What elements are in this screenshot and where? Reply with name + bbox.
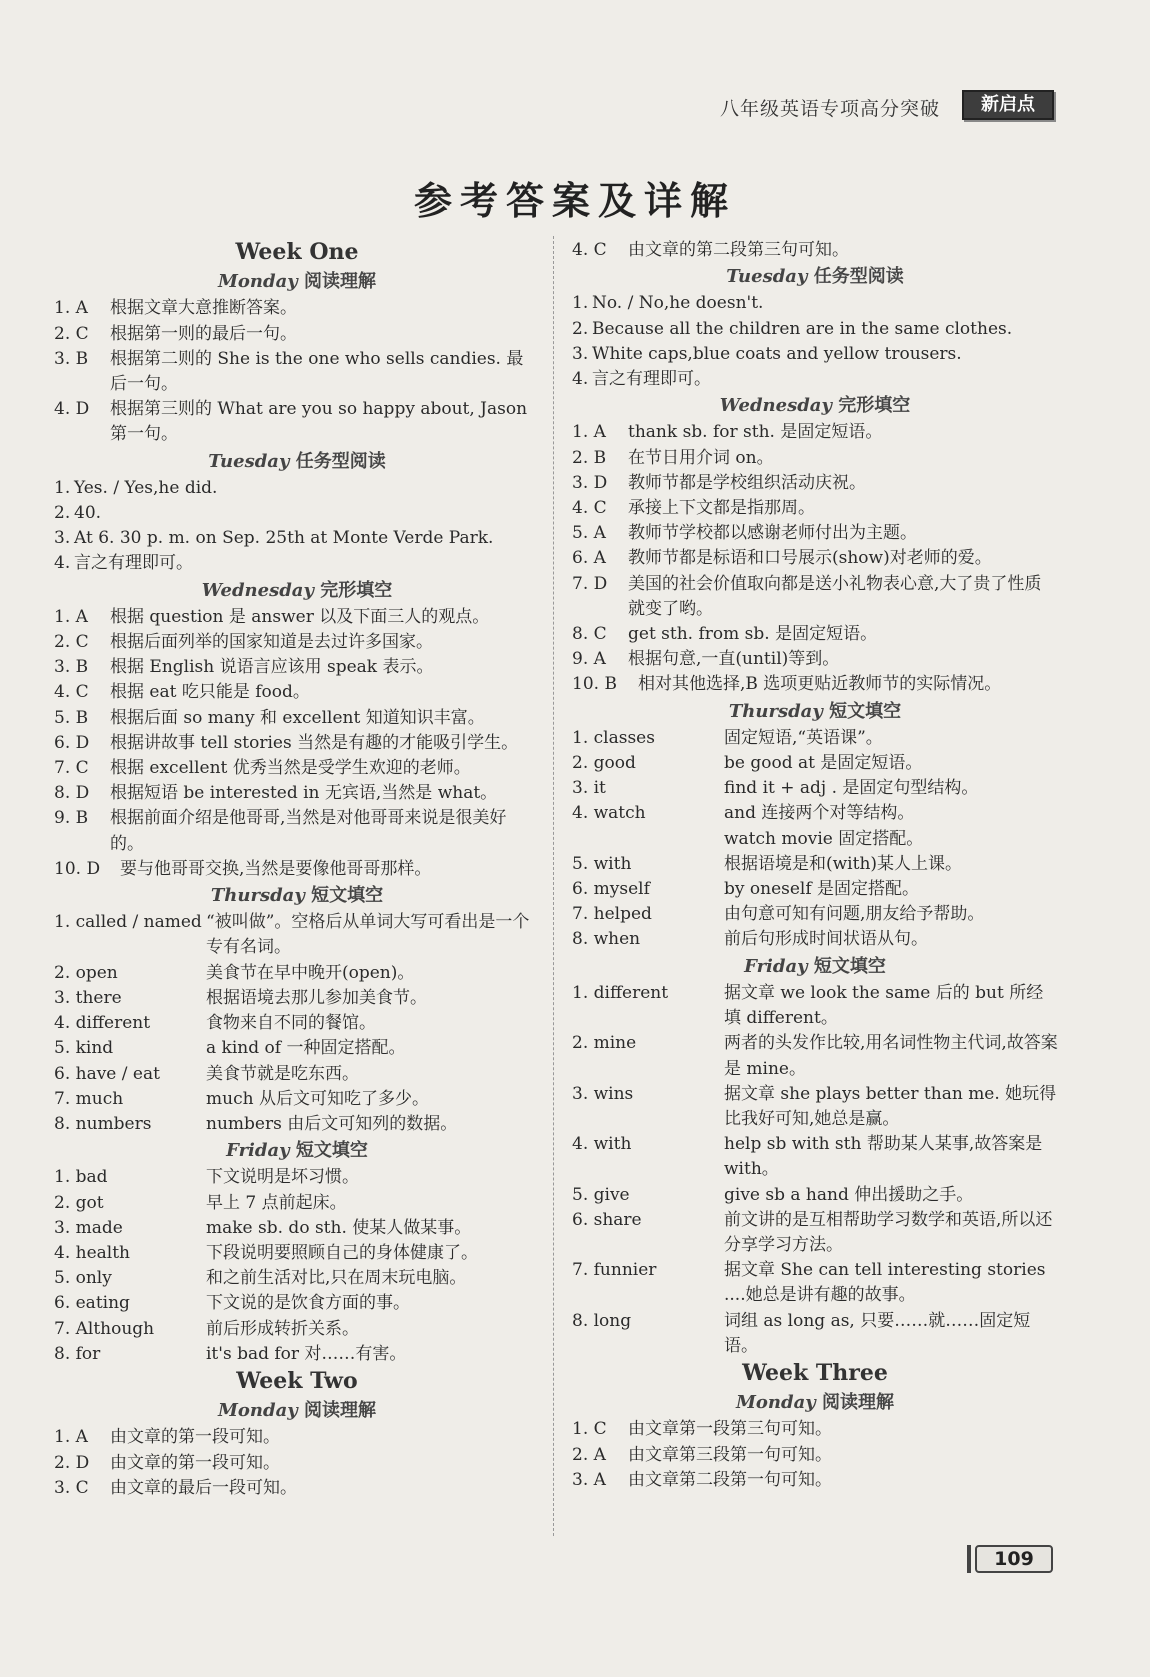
week-three-heading: Week Three (742, 1359, 888, 1386)
answer-item: 1. No. / No,he doesn't. (572, 293, 764, 314)
section-heading: Tuesday 任务型阅读 (208, 450, 386, 472)
book-title: 八年级英语专项高分突破 (719, 98, 940, 120)
answer-item: 8. numbers numbers 由后文可知列的数据。 (54, 1113, 458, 1134)
answer-item: 3. At 6. 30 p. m. on Sep. 25th at Monte Verde Park. (54, 528, 494, 549)
answer-item: 8. D 根据短语 be interested in 无宾语,当然是 what。 (54, 783, 498, 804)
answer-item: 7. C 根据 excellent 优秀当然是受学生欢迎的老师。 (54, 758, 471, 779)
answer-item: 6. myself by oneself 是固定搭配。 (572, 879, 920, 900)
answer-item: 3. B 根据第二则的 She is the one who sells candies. 最后一句。 (54, 348, 524, 395)
right-column (572, 238, 1058, 1493)
answer-item: 6. have / eat 美食节就是吃东西。 (54, 1063, 359, 1084)
answer-item: 4. D 根据第三则的 What are you so happy about, Jason 第一句。 (54, 399, 528, 445)
answer-item: 6. share 前文讲的是互相帮助学习数学和英语,所以还分享学习方法。 (572, 1209, 1053, 1255)
answer-item: 6. eating 下文说的是饮食方面的事。 (54, 1293, 410, 1314)
week-one-heading: Week One (235, 239, 359, 265)
answer-item: 2. 40. (54, 503, 102, 524)
answer-item: 1. called / named “被叫做”。空格后从单词大写可看出是一个专有名词。 (54, 912, 530, 958)
answer-item: 10. D 要与他哥哥交换,当然是要像他哥哥那样。 (54, 858, 432, 879)
answer-item: 1. A 根据 question 是 answer 以及下面三人的观点。 (54, 606, 490, 627)
answer-item: 1. Yes. / Yes,he did. (54, 477, 218, 498)
left-column (54, 238, 540, 1501)
column-divider (553, 236, 554, 1536)
answer-item: 5. with 根据语境是和(with)某人上课。 (572, 853, 963, 874)
section-heading: Thursday 短文填空 (210, 885, 384, 907)
answer-item: 3. A 由文章第二段第一句可知。 (572, 1469, 832, 1490)
answer-item: 4. C 承接上下文都是指那周。 (572, 498, 815, 519)
answer-item: 3. White caps,blue coats and yellow trousers. (572, 343, 962, 364)
answer-item: 7. helped 由句意可知有问题,朋友给予帮助。 (572, 904, 985, 925)
answer-item: 4. health 下段说明要照顾自己的身体健康了。 (54, 1242, 478, 1263)
answer-item: 2. got 早上 7 点前起床。 (54, 1192, 347, 1213)
answer-item: 5. kind a kind of 一种固定搭配。 (54, 1038, 406, 1059)
section-heading: Monday 阅读理解 (217, 1400, 376, 1422)
answer-item: 2. D 由文章的第一段可知。 (54, 1452, 280, 1473)
answer-item: 9. A 根据句意,一直(until)等到。 (572, 649, 840, 670)
answer-item: 1. classes 固定短语,“英语课”。 (572, 727, 883, 748)
answer-item: 2. good be good at 是固定短语。 (572, 753, 923, 774)
answer-item: 7. D 美国的社会价值取向都是送小礼物表心意,大了贵了性质就变了哟。 (572, 573, 1042, 619)
answer-item: 1. A 根据文章大意推断答案。 (54, 298, 297, 319)
answer-item: 10. B 相对其他选择,B 选项更贴近教师节的实际情况。 (572, 674, 1002, 695)
week-two-heading: Week Two (236, 1367, 358, 1394)
answer-item: 3. B 根据 English 说语言应该用 speak 表示。 (54, 657, 434, 678)
answer-item: 4. C 根据 eat 吃只能是 food。 (54, 682, 310, 703)
answer-item: 6. A 教师节都是标语和口号展示(show)对老师的爱。 (572, 548, 992, 569)
answer-item: 5. A 教师节学校都以感谢老师付出为主题。 (572, 523, 917, 544)
answer-item: 6. D 根据讲故事 tell stories 当然是有趣的才能吸引学生。 (54, 732, 519, 753)
answer-item: 2. mine 两者的头发作比较,用名词性物主代词,故答案是 mine。 (572, 1033, 1058, 1079)
section-heading: Friday 短文填空 (744, 955, 886, 977)
answer-item: 2. A 由文章第三段第一句可知。 (572, 1444, 832, 1465)
answer-item: 7. funnier 据文章 She can tell interesting stories ....她总是讲有趣的故事。 (572, 1260, 1046, 1306)
answer-item: 3. C 由文章的最后一段可知。 (54, 1477, 297, 1498)
page-number-bar (967, 1545, 971, 1573)
answer-item: 1. A 由文章的第一段可知。 (54, 1427, 280, 1448)
answer-item: 5. give give sb a hand 伸出援助之手。 (572, 1184, 974, 1205)
answer-item: 8. long 词组 as long as, 只要……就……固定短语。 (572, 1310, 1031, 1356)
answer-item: 4. C 由文章的第二段第三句可知。 (572, 240, 849, 260)
answer-item: 8. when 前后句形成时间状语从句。 (572, 929, 928, 950)
answer-item: 8. C get sth. from sb. 是固定短语。 (572, 624, 878, 645)
answer-item: 3. wins 据文章 she plays better than me. 她玩得比我好可知,她总是赢。 (572, 1083, 1057, 1129)
answer-item: 2. open 美食节在早中晚开(open)。 (54, 962, 415, 983)
answer-item: 3. it find it + adj . 是固定句型结构。 (572, 778, 979, 799)
answer-item: 4. 言之有理即可。 (572, 369, 711, 390)
answer-item: 5. B 根据后面 so many 和 excellent 知道知识丰富。 (54, 707, 485, 728)
page-number: 109 (975, 1545, 1053, 1573)
section-heading: Tuesday 任务型阅读 (726, 266, 904, 288)
section-heading: Monday 阅读理解 (217, 271, 376, 293)
answer-item: 2. Because all the children are in the same clothes. (572, 318, 1013, 339)
answer-item: 4. different 食物来自不同的餐馆。 (54, 1013, 376, 1034)
answer-item: 4. with help sb with sth 帮助某人某事,故答案是 with。 (572, 1134, 1043, 1180)
answer-item: watch movie 固定搭配。 (724, 828, 924, 849)
brand-badge: 新启点 (962, 90, 1054, 120)
answer-item: 3. D 教师节都是学校组织活动庆祝。 (572, 472, 866, 493)
answer-item: 1. A thank sb. for sth. 是固定短语。 (572, 422, 883, 443)
answer-item: 1. bad 下文说明是坏习惯。 (54, 1167, 359, 1188)
answer-item: 7. Although 前后形成转折关系。 (54, 1318, 359, 1339)
answer-item: 4. watch and 连接两个对等结构。 (572, 803, 915, 824)
answer-item: 3. made make sb. do sth. 使某人做某事。 (54, 1217, 472, 1238)
answer-item: 8. for it's bad for 对……有害。 (54, 1343, 407, 1364)
answer-item: 2. B 在节日用介词 on。 (572, 447, 774, 468)
section-heading: Thursday 短文填空 (728, 700, 902, 722)
answer-item: 7. much much 从后文可知吃了多少。 (54, 1088, 429, 1109)
section-heading: Friday 短文填空 (226, 1140, 368, 1162)
answer-item: 5. only 和之前生活对比,只在周末玩电脑。 (54, 1268, 467, 1289)
answer-item: 3. there 根据语境去那儿参加美食节。 (54, 987, 427, 1008)
section-heading: Wednesday 完形填空 (719, 395, 911, 417)
answer-item: 1. different 据文章 we look the same 后的 but 所经填 different。 (572, 982, 1044, 1029)
section-heading: Monday 阅读理解 (735, 1392, 894, 1414)
section-heading: Wednesday 完形填空 (201, 579, 393, 601)
answer-item: 2. C 根据后面列举的国家知道是去过许多国家。 (54, 632, 433, 653)
answer-item: 9. B 根据前面介绍是他哥哥,当然是对他哥哥来说是很美好的。 (54, 808, 507, 854)
answer-item: 1. C 由文章第一段第三句可知。 (572, 1419, 832, 1440)
answer-item: 2. C 根据第一则的最后一句。 (54, 323, 297, 344)
page-title: 参考答案及详解 (413, 178, 736, 223)
answer-item: 4. 言之有理即可。 (54, 553, 193, 574)
